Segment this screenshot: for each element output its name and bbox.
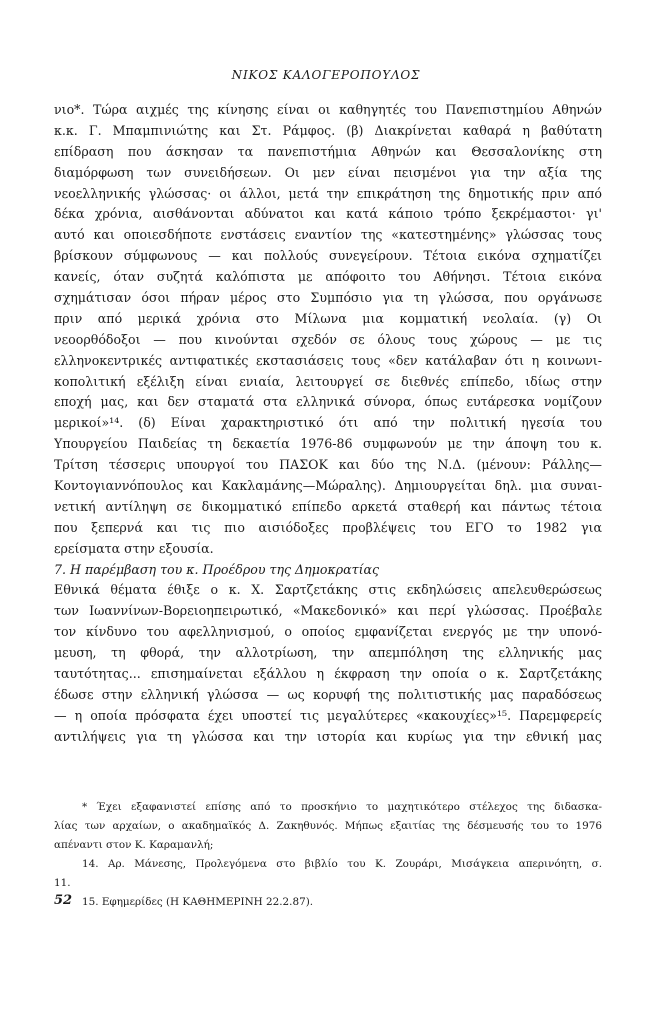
text-line: νετική αντίληψη σε δικομματικό επίπεδο αρκετά σταθερή και πάντως τέτοια	[54, 498, 602, 514]
text-line: ελληνοκεντρικές αντιφατικές εκστασιάσεις τους «δεν κατάλαβαν ότι η κοινωνι-	[54, 352, 602, 368]
text-line: μερικοί»¹⁴. (δ) Είναι χαρακτηριστικό ότι από την πολιτική ηγεσία του	[54, 415, 602, 431]
text-line: Κοντογιαννόπουλος και Κακλαμάνης—Μώραλης). Δημιουργείται δηλ. μια συναι-	[54, 478, 602, 494]
text-line: αντιλήψεις για τη γλώσσα και την ιστορία και κυρίως για την εθνική μας	[54, 728, 602, 744]
footnote-line: 15. Εφημερίδες (Η ΚΑΘΗΜΕΡΙΝΗ 22.2.87).	[82, 896, 314, 908]
text-line: κοπολιτική εξέλιξη είναι ενιαία, λειτουργεί σε διεθνές επίπεδο, ιδίως στην	[54, 373, 602, 389]
text-line: που ξεπερνά και τις πιο αισιόδοξες προβλέψεις του ΕΓΟ το 1982 για	[54, 519, 602, 535]
text-line: Τρίτση τέσσερις υπουργοί του ΠΑΣΟΚ και δύο της Ν.Δ. (μένουν: Ράλλης—	[54, 457, 602, 473]
text-line: βρίσκουν σύμφωνους — και πολλούς συνεγείρουν. Τέτοια εικόνα σχηματίζει	[54, 248, 602, 264]
text-line: ερείσματα στην εξουσία.	[54, 540, 214, 556]
footnote-line: απέναντι στον Κ. Καραμανλή;	[54, 839, 214, 851]
text-line: — η οποία πρόσφατα έχει υποστεί τις μεγαλύτερες «κακουχίες»¹⁵. Παρεμφερείς	[54, 707, 602, 723]
text-line: έδωσε στην ελληνική γλώσσα — ως κορυφή της πολιτιστικής μας παραδόσεως	[54, 686, 602, 702]
text-line: ταυτότητας... επισημαίνεται εξάλλου η έκφραση την οποία ο κ. Σαρτζετάκης	[54, 666, 602, 682]
footnotes	[54, 798, 602, 912]
footnote-line: 14. Αρ. Μάνεσης, Προλεγόμενα στο βιβλίο του Κ. Ζουράρι, Μισάγκεια απερινόητη, σ.	[82, 858, 602, 870]
text-line: τον κίνδυνο του αφελληνισμού, ο οποίος εμφανίζεται ενεργός με την υπονό-	[54, 624, 602, 640]
text-line: δέκα χρόνια, αισθάνονται αδύνατοι και κατά κάποιο τρόπο ξεκρέμαστοι· γι'	[54, 206, 602, 222]
section-heading: 7. Η παρέμβαση του κ. Προέδρου της Δημοκρατίας	[54, 561, 380, 577]
text-line: νεοελληνικής γλώσσας· οι άλλοι, μετά την επικράτηση της δημοτικής πριν από	[54, 185, 602, 201]
text-line: μευση, τη φθορά, την αλλοτρίωση, την απεμπόληση της ελληνικής μας	[54, 645, 602, 661]
footnote-line: * Έχει εξαφανιστεί επίσης από το προσκήνιο το μαχητικότερο στέλεχος της διδασκα-	[82, 801, 602, 813]
text-line: σχημάτισαν όσοι πήραν μέρος στο Συμπόσιο για τη γλώσσα, που οργάνωσε	[54, 290, 602, 306]
text-line: εποχή μας, και δεν σταματά στα ελληνικά σύνορα, όπως ευτάρεσκα νομίζουν	[54, 394, 602, 410]
text-line: κανείς, όταν συζητά καλόπιστα με απόφοιτο του Αθήνησι. Τέτοια εικόνα	[54, 269, 602, 285]
footnote-line: λίας των αρχαίων, ο ακαδημαϊκός Δ. Ζακηθυνός. Μήπως εξαιτίας της δέσμευσής του το 1976	[54, 820, 602, 832]
text-line: επίδραση που άσκησαν τα πανεπιστήμια Αθηνών και Θεσσαλονίκης στη	[54, 143, 602, 159]
text-line: Υπουργείου Παιδείας τη δεκαετία 1976-86 συμφωνούν με την άποψη του κ.	[54, 436, 602, 452]
text-line: πριν από μερικά χρόνια στο Μίλωνα μια κομματική νεολαία. (γ) Οι	[54, 310, 602, 326]
main-text	[54, 100, 602, 748]
text-line: νεοορθόδοξοι — που κινούνται σχεδόν σε όλους τους χώρους — με τις	[54, 331, 602, 347]
running-header: ΝΙΚΟΣ ΚΑΛΟΓΕΡΟΠΟΥΛΟΣ	[231, 68, 421, 82]
text-line: κ.κ. Γ. Μπαμπινιώτης και Στ. Ράμφος. (β) Διακρίνεται καθαρά η βαθύτατη	[54, 122, 602, 138]
text-line: αυτό και οποιεσδήποτε ενστάσεις εναντίον της «κατεστημένης» γλώσσας τους	[54, 227, 602, 243]
text-line: νιο*. Τώρα αιχμές της κίνησης είναι οι καθηγητές του Πανεπιστημίου Αθηνών	[54, 102, 602, 117]
text-line: διαμόρφωση των συνειδήσεων. Οι μεν είναι πεισμένοι για την αξία της	[54, 164, 602, 180]
text-line: Εθνικά θέματα έθιξε ο κ. Χ. Σαρτζετάκης στις εκδηλώσεις απελευθερώσεως	[54, 582, 602, 598]
footnote-line: 11.	[54, 877, 71, 889]
page-number: 52	[54, 893, 73, 908]
text-line: των Ιωαννίνων-Βορειοηπειρωτικό, «Μακεδονικό» και περί γλώσσας. Προέβαλε	[54, 603, 602, 619]
